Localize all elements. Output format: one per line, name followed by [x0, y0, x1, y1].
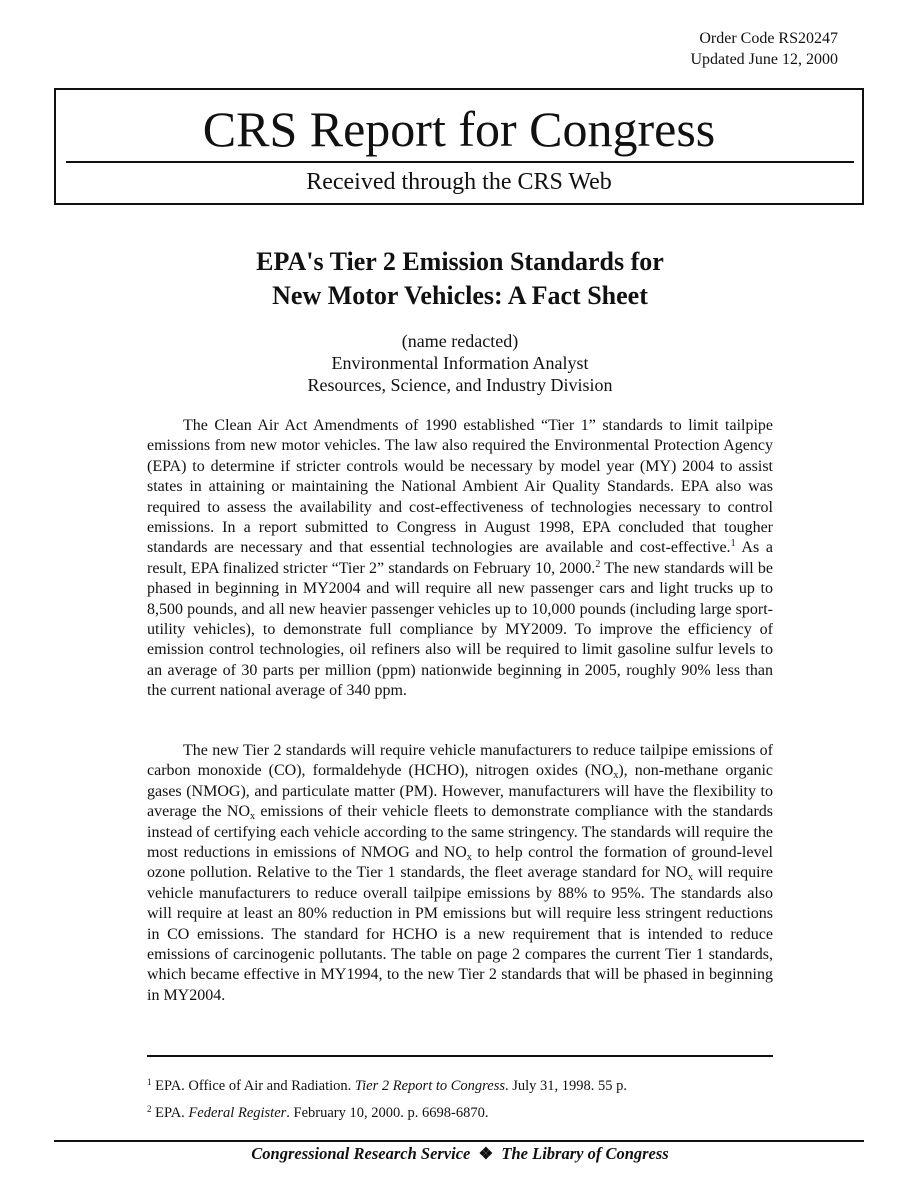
- footnote-1: [147, 1077, 787, 1095]
- banner-divider: [66, 161, 854, 163]
- footer-crs: Congressional Research Service: [251, 1144, 471, 1163]
- paragraph-1: [147, 416, 773, 702]
- footer-library: The Library of Congress: [501, 1144, 669, 1163]
- banner-title: CRS Report for Congress: [202, 101, 716, 157]
- title-line-2: New Motor Vehicles: A Fact Sheet: [272, 281, 648, 310]
- p1-text-1: The Clean Air Act Amendments of 1990 established “Tier 1” standards to limit tailpipe emissions from new motor vehicles. The law also required the Environmental Protection Agency (EPA) to determine if stricter controls would be necessary by model year (MY) 2004 to assist states in attaining or maintaining the National Ambient Air Quality Standards. EPA also was required to assess the availability and cost-effectiveness of technologies necessary to control emissions. In a report submitted to Congress in August 1998, EPA concluded that tougher standards are necessary and that essential technologies are available and cost-effective.: [147, 417, 773, 557]
- p2-text-3: emissions of their vehicle fleets to demonstrate compliance with the standards instead of certifying each vehicle according to the same stringency. The standards will require the most reductions in emissions of NMOG and NO: [147, 803, 774, 862]
- updated-date: Updated June 12, 2000: [690, 51, 838, 68]
- page-footer: [0, 1143, 920, 1165]
- footnote-divider: [147, 1055, 773, 1057]
- footnote-ref-2[interactable]: 2: [595, 558, 601, 570]
- footnote-2: [147, 1104, 787, 1122]
- p2-text-5: will require vehicle manufacturers to reduce overall tailpipe emissions by 88% to 95%. The standards also will require at least an 80% reduction in PM emissions but will require less stringent reductions in CO emissions. The standard for HCHO is a new requirement that is intended to reduce emissions of carcinogenic pollutants. The table on page 2 compares the current Tier 1 standards, which became effective in MY1994, to the new Tier 2 standards that will be phased in beginning in MY2004.: [147, 864, 773, 1004]
- paragraph-2: [147, 741, 773, 1006]
- footnote-2-details: . February 10, 2000. p. 6698-6870.: [286, 1105, 489, 1121]
- order-code: Order Code RS20247: [699, 30, 838, 47]
- subscript-x: x: [687, 872, 693, 884]
- document-title: [0, 245, 920, 313]
- footnote-1-title: Tier 2 Report to Congress: [354, 1078, 506, 1094]
- author-role: Environmental Information Analyst: [331, 353, 589, 373]
- author-division: Resources, Science, and Industry Division: [307, 375, 613, 395]
- footnote-1-details: . July 31, 1998. 55 p.: [505, 1078, 628, 1094]
- footnote-2-text: EPA.: [151, 1105, 189, 1121]
- footnote-1-number: 1: [147, 1077, 152, 1087]
- subscript-x: x: [613, 770, 619, 782]
- crs-banner: [54, 88, 864, 205]
- author-name: (name redacted): [401, 331, 519, 351]
- p2-text-2: ), non-methane organic gases (NMOG), and particulate matter (PM). However, manufacturers will have the flexibility to average the NO: [147, 762, 774, 821]
- footnote-2-title: Federal Register: [188, 1105, 287, 1121]
- author-block: [0, 330, 920, 396]
- p2-text-1: The new Tier 2 standards will require vehicle manufacturers to reduce tailpipe emissions of carbon monoxide (CO), formaldehyde (HCHO), nitrogen oxides (NO: [147, 742, 773, 780]
- banner-subtitle: Received through the CRS Web: [306, 169, 612, 195]
- p1-text-2: As a result, EPA finalized stricter “Tier 2” standards on February 10, 2000.: [147, 539, 774, 577]
- footnote-2-number: 2: [147, 1104, 152, 1114]
- order-info: [690, 28, 838, 70]
- subscript-x: x: [466, 852, 472, 864]
- diamond-separator-icon: ❖: [478, 1144, 494, 1163]
- footnote-1-text: EPA. Office of Air and Radiation.: [151, 1078, 355, 1094]
- footnote-ref-1[interactable]: 1: [730, 538, 736, 550]
- p2-text-4: to help control the formation of ground-level ozone pollution. Relative to the Tier 1 standards, the fleet average standard for NO: [147, 844, 773, 882]
- footer-divider: [54, 1140, 864, 1142]
- p1-text-3: The new standards will be phased in beginning in MY2004 and will require all new passenger cars and light trucks up to 8,500 pounds, and all new heavier passenger vehicles up to 10,000 pounds (including large sport-utility vehicles), to demonstrate full compliance by MY2009. To improve the efficiency of emission control technologies, oil refiners also will be required to limit gasoline sulfur levels to an average of 30 parts per million (ppm) nationwide beginning in 2005, roughly 90% less than the current national average of 340 ppm.: [147, 559, 773, 700]
- title-line-1: EPA's Tier 2 Emission Standards for: [256, 247, 664, 276]
- subscript-x: x: [250, 811, 256, 823]
